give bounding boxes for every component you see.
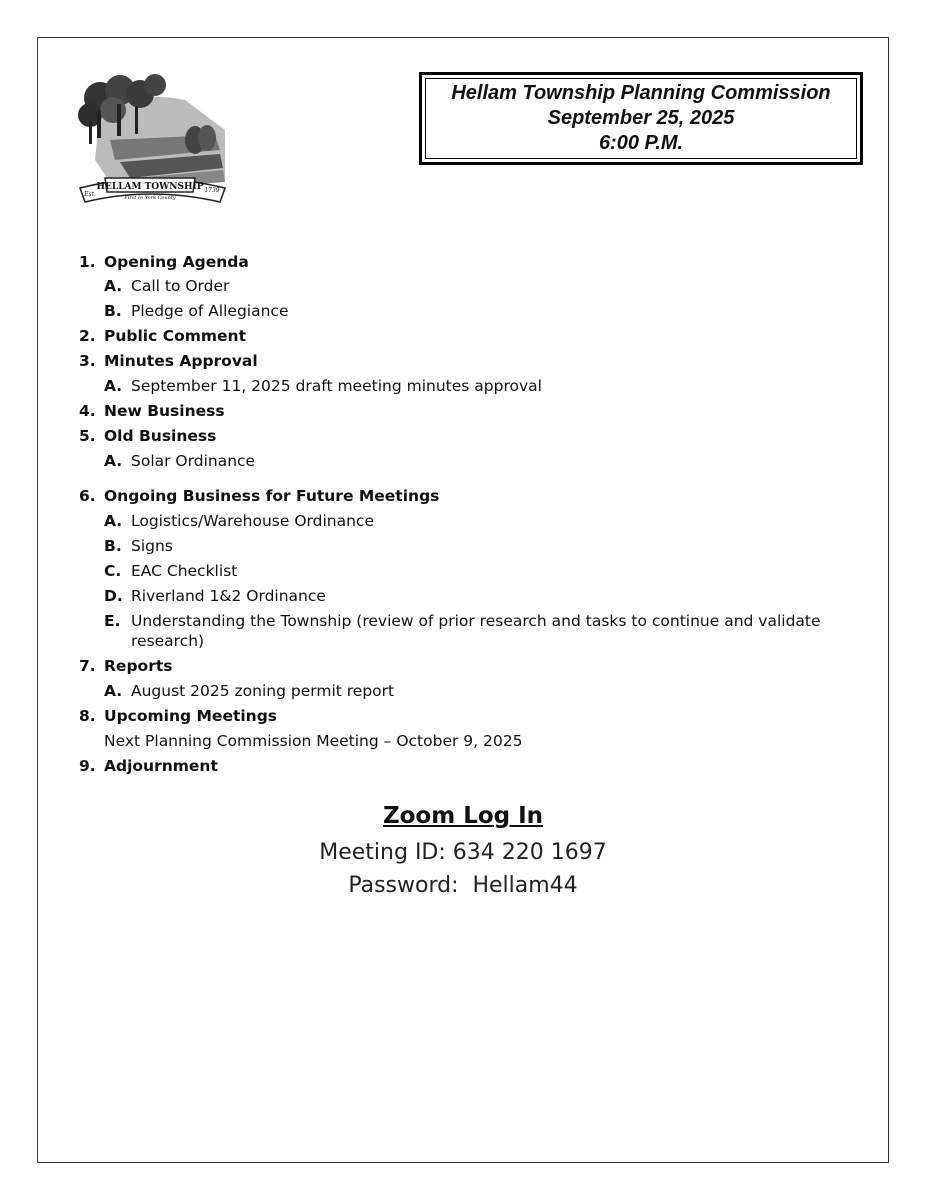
subitem-text: Logistics/Warehouse Ordinance	[131, 512, 374, 530]
agenda-subitem	[104, 587, 326, 605]
logo-banner-text: HELLAM TOWNSHIP	[96, 182, 204, 192]
agenda-subitem	[104, 537, 173, 555]
subitem-letter: B.	[104, 302, 122, 320]
agenda-subitem	[104, 562, 237, 580]
agenda-item	[79, 352, 258, 370]
agenda-item-number: 2.	[79, 327, 96, 345]
agenda-item-title: Upcoming Meetings	[104, 707, 278, 725]
agenda-item-title: Adjournment	[104, 757, 218, 775]
agenda-item-title: Old Business	[104, 427, 217, 445]
subitem-letter: B.	[104, 537, 122, 555]
subitem-letter: A.	[104, 682, 123, 700]
agenda-item	[79, 707, 277, 725]
subitem-text: Call to Order	[131, 277, 230, 295]
subitem-letter: C.	[104, 562, 122, 580]
agenda-item	[79, 757, 218, 775]
subitem-text: Pledge of Allegiance	[131, 302, 289, 320]
agenda-item	[79, 327, 246, 345]
upcoming-meeting-note: Next Planning Commission Meeting – October 9, 2025	[104, 732, 523, 750]
subitem-text: Solar Ordinance	[131, 452, 256, 470]
subitem-letter: A.	[104, 512, 123, 530]
agenda-item-number: 1.	[79, 253, 96, 271]
title-box	[419, 72, 863, 165]
title-line-1: Hellam Township Planning Commission	[451, 82, 831, 104]
logo-est: Est.	[84, 191, 96, 198]
title-line-3: 6:00 P.M.	[598, 132, 684, 154]
agenda-item	[79, 487, 439, 505]
subitem-text: Understanding the Township (review of prior research and tasks to continue and validate research)	[131, 612, 821, 650]
agenda-item	[79, 253, 249, 271]
subitem-letter: A.	[104, 377, 123, 395]
agenda-subitem	[104, 611, 864, 651]
agenda-item-title: Opening Agenda	[104, 253, 249, 271]
agenda-item-number: 4.	[79, 402, 96, 420]
agenda-item-title: Minutes Approval	[104, 352, 258, 370]
agenda-subitem	[104, 302, 288, 320]
agenda-item	[79, 402, 225, 420]
subitem-letter: A.	[104, 452, 123, 470]
title-line-2: September 25, 2025	[547, 107, 735, 129]
agenda-subitem	[104, 512, 374, 530]
agenda-item-number: 8.	[79, 707, 96, 725]
agenda-item	[79, 427, 216, 445]
agenda-item-title: Ongoing Business for Future Meetings	[104, 487, 440, 505]
agenda-subitem	[104, 682, 394, 700]
title-inner	[425, 78, 857, 159]
subitem-text: Riverland 1&2 Ordinance	[131, 587, 326, 605]
subitem-text: August 2025 zoning permit report	[131, 682, 395, 700]
agenda-item-number: 7.	[79, 657, 96, 675]
subitem-letter: A.	[104, 277, 123, 295]
zoom-title: Zoom Log In	[382, 803, 544, 829]
agenda-subitem	[104, 277, 229, 295]
agenda-subitem	[104, 452, 255, 470]
agenda-item	[79, 657, 172, 675]
logo-tagline: First In York County	[124, 195, 176, 201]
agenda-item-title: Reports	[104, 657, 173, 675]
subitem-text: EAC Checklist	[131, 562, 238, 580]
zoom-password: Password: Hellam44	[348, 873, 578, 898]
subitem-text: September 11, 2025 draft meeting minutes approval	[131, 377, 542, 395]
agenda-item-title: New Business	[104, 402, 225, 420]
subitem-text: Signs	[131, 537, 173, 555]
agenda-subitem	[104, 377, 542, 395]
agenda-item-number: 9.	[79, 757, 96, 775]
subitem-letter: D.	[104, 587, 123, 605]
agenda-note	[104, 732, 522, 750]
subitem-letter: E.	[104, 612, 121, 630]
agenda-item-title: Public Comment	[104, 327, 246, 345]
agenda-item-number: 3.	[79, 352, 96, 370]
logo-year: 1739	[204, 187, 220, 194]
agenda-item-number: 6.	[79, 487, 96, 505]
township-logo	[75, 70, 230, 205]
agenda-item-number: 5.	[79, 427, 96, 445]
zoom-meeting-id: Meeting ID: 634 220 1697	[319, 840, 607, 865]
